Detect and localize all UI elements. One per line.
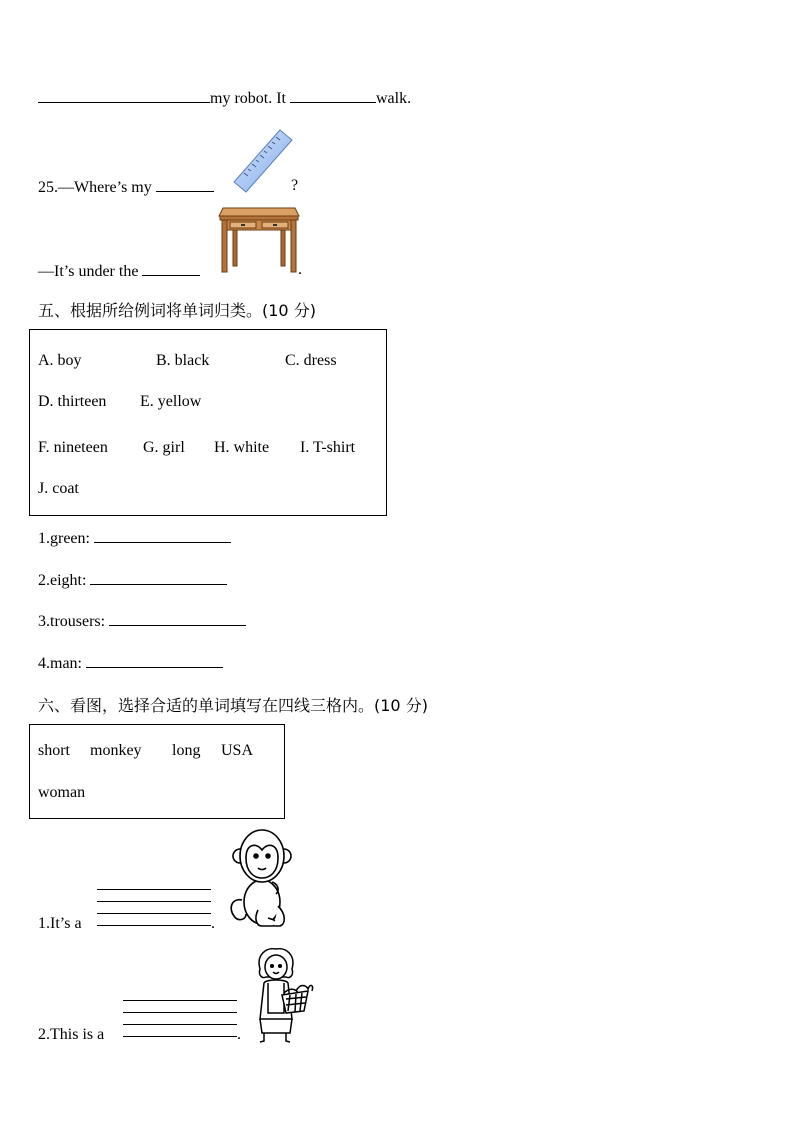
q25-question-text: —Where’s my [58,179,152,196]
monkey-icon [228,828,292,928]
q24-line [38,88,411,108]
section5-item-4 [38,653,223,673]
option-f: F. nineteen [38,439,108,456]
section5-item-3 [38,611,246,631]
ruler-icon [232,128,294,194]
section5-title: 五、根据所给例词将单词归类。(10 分) [38,301,316,320]
s6-q2-period: . [237,1026,241,1043]
option-j: J. coat [38,480,79,497]
s6-q2-prefix: 2.This is a [38,1026,105,1043]
q25-blank-1[interactable] [156,177,214,192]
option-a: A. boy [38,352,82,369]
q24-text-b: walk. [376,90,412,107]
option-c: C. dress [285,352,337,369]
q25-blank-2[interactable] [142,261,200,276]
option-i: I. T-shirt [300,439,356,456]
item-label: 4.man: [38,655,82,672]
word-short: short [38,742,70,759]
word-monkey: monkey [90,742,142,759]
q24-text-a: my robot. It [210,90,286,107]
word-woman: woman [38,784,86,801]
section5-item-1 [38,528,231,548]
option-h: H. white [214,439,270,456]
word-long: long [172,742,201,759]
woman-icon [250,947,314,1043]
item-label: 2.eight: [38,572,87,589]
q25-question [38,177,214,197]
word-usa: USA [221,742,254,759]
item-label: 1.green: [38,530,90,547]
option-b: B. black [156,352,210,369]
item-blank[interactable] [109,611,246,626]
section6-title: 六、看图，选择合适的单词填写在四线三格内。(10 分) [38,696,428,715]
option-e: E. yellow [140,393,202,410]
option-d: D. thirteen [38,393,107,410]
s6-q1-period: . [211,915,215,932]
section5-item-2 [38,570,227,590]
item-label: 3.trousers: [38,613,106,630]
s6-q1-prefix: 1.It’s a [38,915,82,932]
desk-icon [219,204,299,274]
section6-word-box [29,724,285,819]
q25-answer [38,261,200,281]
q25-answer-text: —It’s under the [38,263,139,280]
q25-number: 25. [38,179,58,196]
q24-blank-2[interactable] [290,88,376,103]
q25-question-mark: ? [291,177,299,194]
option-g: G. girl [143,439,185,456]
item-blank[interactable] [86,653,223,668]
q24-blank-1[interactable] [38,88,210,103]
item-blank[interactable] [90,570,227,585]
item-blank[interactable] [94,528,231,543]
q25-period: . [298,261,302,278]
